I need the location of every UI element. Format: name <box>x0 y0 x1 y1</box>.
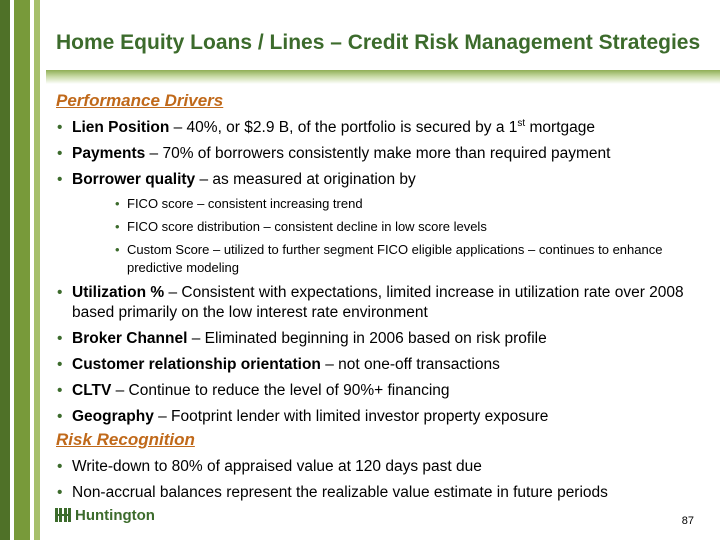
bullet-text: – 40%, or $2.9 B, of the portfolio is secured by a 1 <box>169 119 518 136</box>
logo-text: Huntington <box>75 506 155 524</box>
superscript: st <box>517 117 526 129</box>
decorative-stripe <box>34 0 40 540</box>
bullet-customer-relationship <box>56 355 704 375</box>
bullet-borrower-quality <box>56 170 704 190</box>
bullet-label: Customer relationship orientation <box>72 356 321 373</box>
company-logo <box>54 506 155 524</box>
logo-mark-icon <box>54 506 72 524</box>
bullet-non-accrual: • Non-accrual balances represent the realizable value estimate in future periods <box>56 483 704 503</box>
bullet-text: – Eliminated beginning in 2006 based on risk profile <box>187 330 547 347</box>
bullet-label: Utilization % <box>72 284 165 301</box>
bullet-label: CLTV <box>72 382 112 399</box>
decorative-stripe <box>14 0 30 540</box>
bullet-label: Payments <box>72 145 146 162</box>
bullet-write-down: • Write-down to 80% of appraised value at 120 days past due <box>56 457 704 477</box>
section-heading-risk: Risk Recognition <box>56 430 195 449</box>
bullet-text: – Consistent with expectations, limited increase in utilization rate over 2008 based primarily on the low interest rate environment <box>72 284 684 321</box>
bullet-label: Borrower quality <box>72 171 196 188</box>
bullet-lien-position <box>56 118 704 138</box>
bullet-text: – Continue to reduce the level of 90%+ financing <box>111 382 450 399</box>
bullet-utilization <box>56 283 704 323</box>
sub-bullet-fico-distribution: • FICO score distribution – consistent decline in low score levels <box>115 218 704 236</box>
bullet-text: mortgage <box>525 119 595 136</box>
slide-title: Home Equity Loans / Lines – Credit Risk Management Strategies <box>56 31 701 54</box>
sub-bullet-fico-score: • FICO score – consistent increasing trend <box>115 195 704 213</box>
bullet-text: – as measured at origination by <box>195 171 416 188</box>
bullet-payments <box>56 144 704 164</box>
bullet-label: Broker Channel <box>72 330 188 347</box>
bullet-label: Geography <box>72 408 154 425</box>
page-number: 87 <box>681 515 694 527</box>
decorative-stripe <box>0 0 10 540</box>
bullet-cltv <box>56 381 704 401</box>
bullet-geography <box>56 407 704 427</box>
bullet-broker-channel <box>56 329 704 349</box>
sub-bullet-custom-score: • Custom Score – utilized to further segment FICO eligible applications – continues to enhance predictive modeling <box>115 241 704 277</box>
bullet-text: – not one-off transactions <box>320 356 500 373</box>
title-rule <box>46 70 720 84</box>
bullet-text: – Footprint lender with limited investor property exposure <box>153 408 549 425</box>
bullet-text: – 70% of borrowers consistently make more than required payment <box>145 145 611 162</box>
section-heading-performance: Performance Drivers <box>56 91 224 110</box>
bullet-label: Lien Position <box>72 119 170 136</box>
slide-content <box>56 90 704 503</box>
